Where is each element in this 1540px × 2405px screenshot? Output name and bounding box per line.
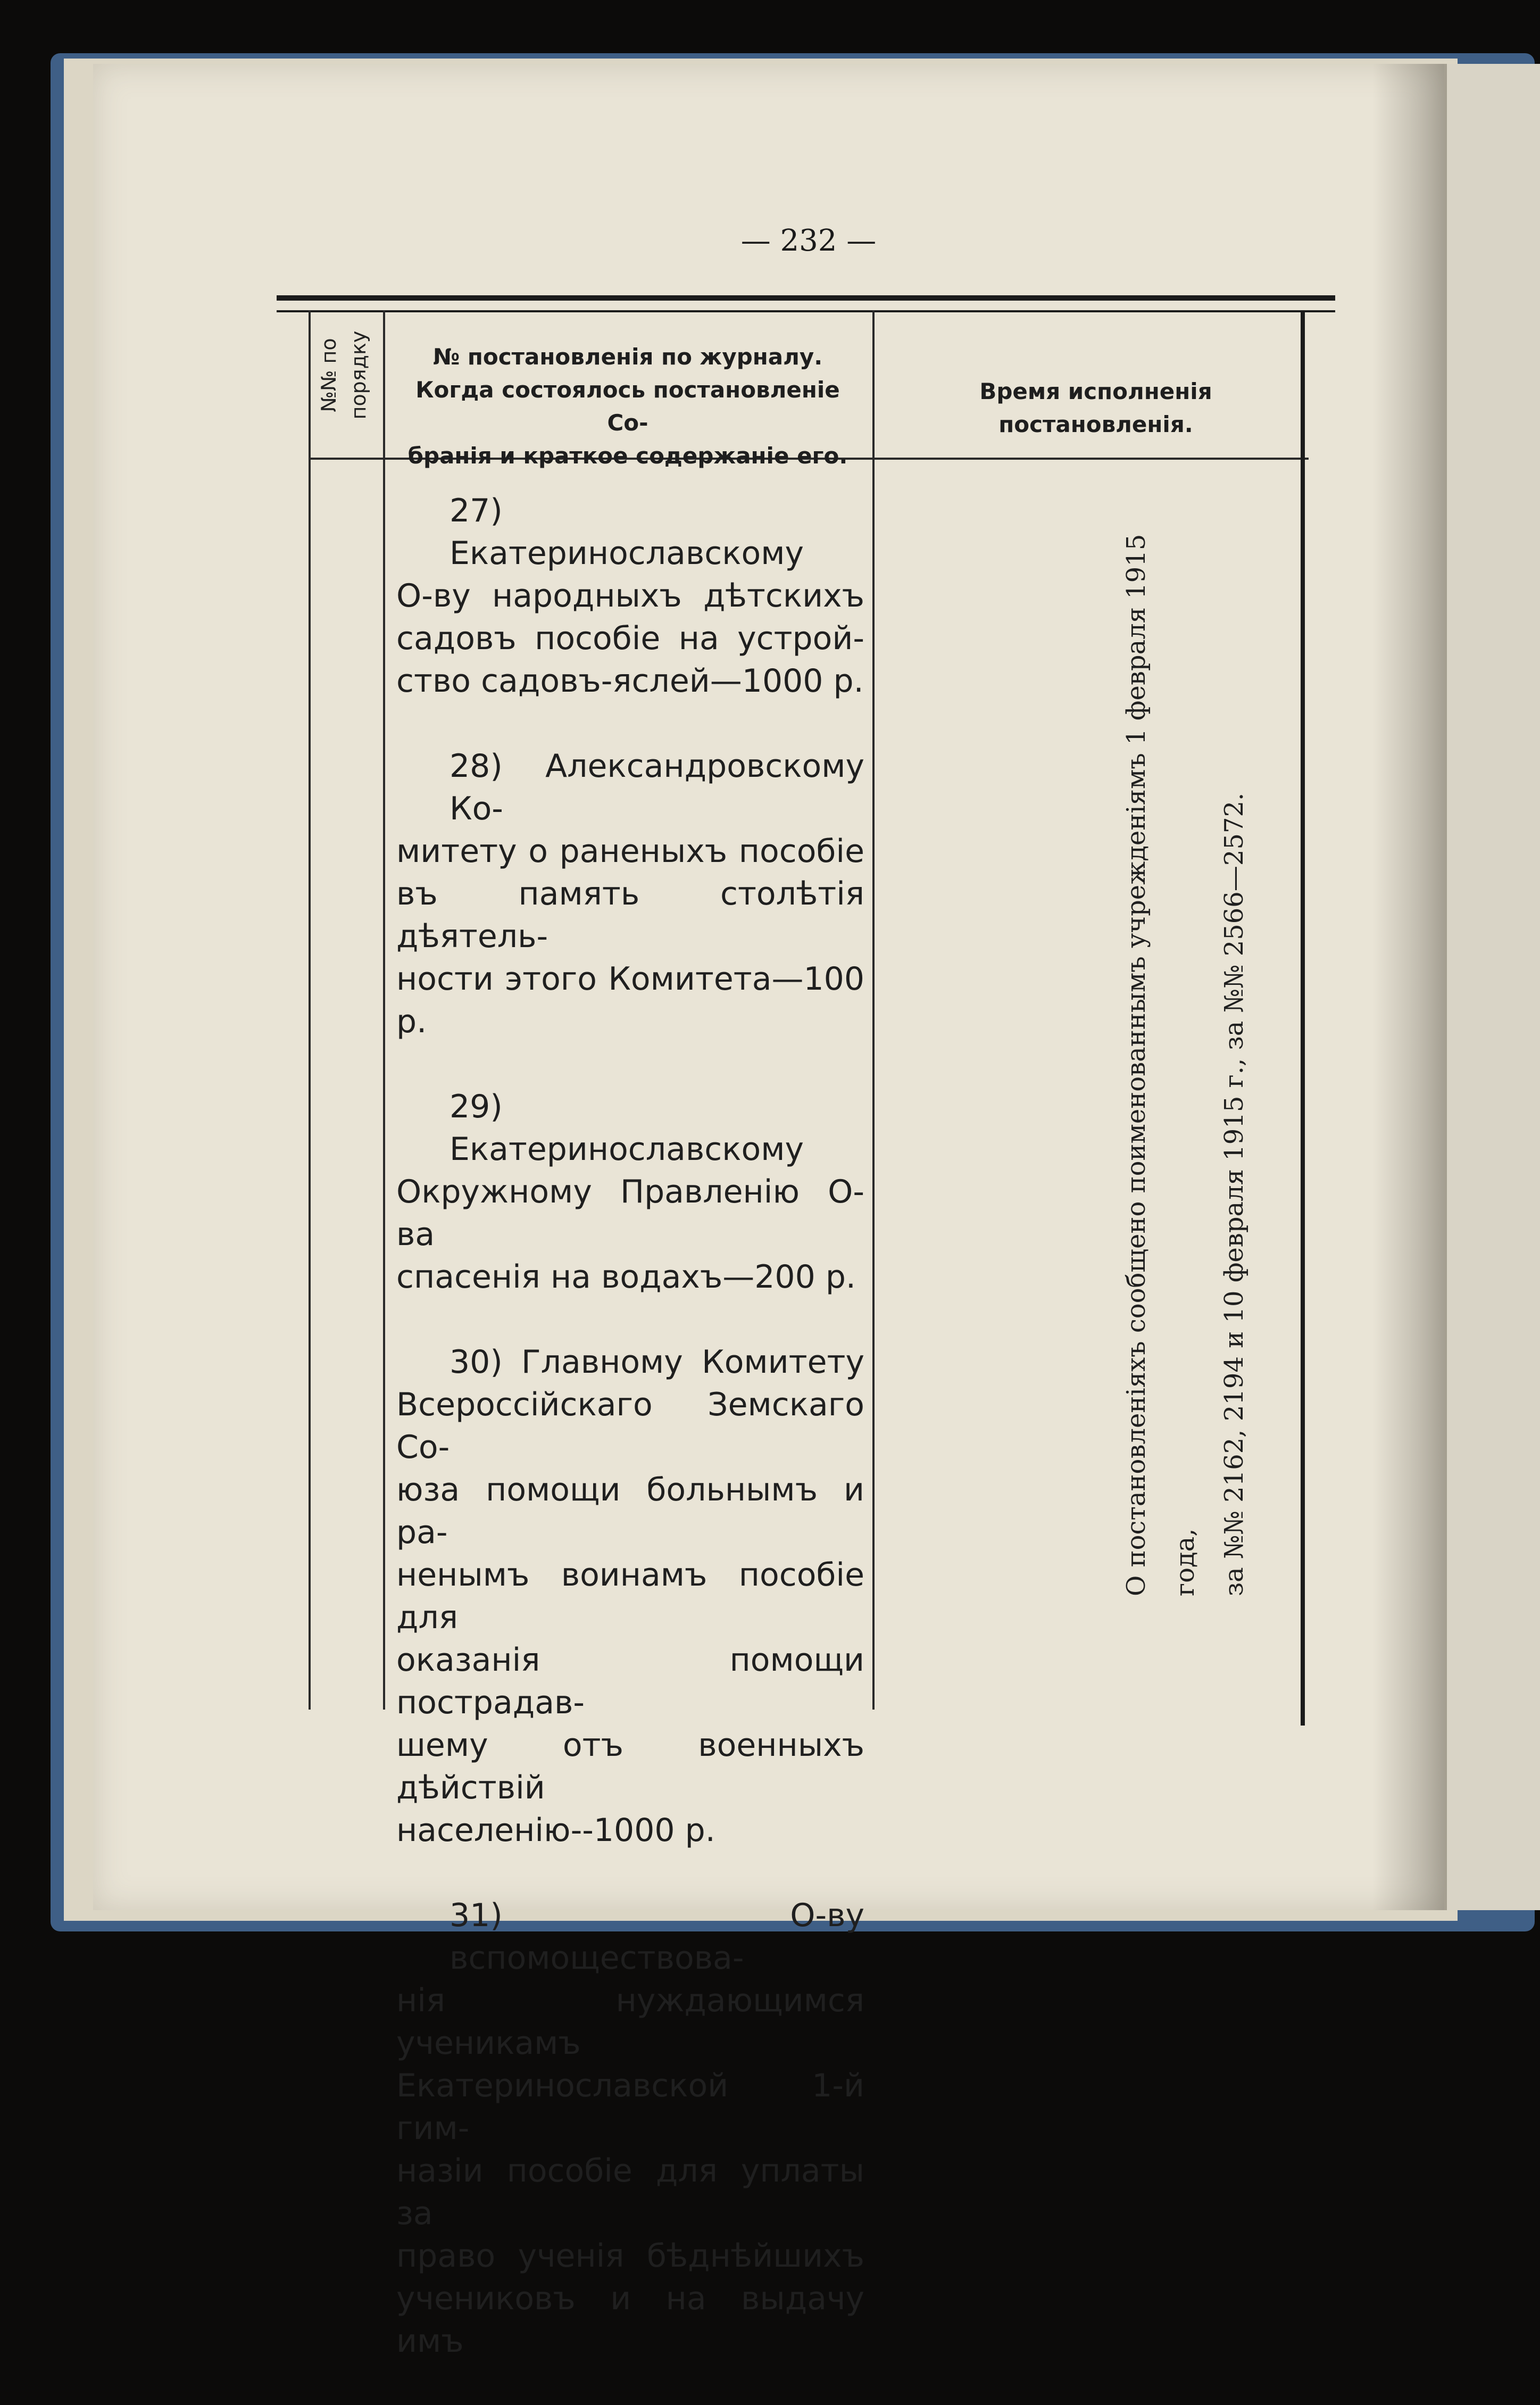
table-col-divider-2 [872,310,875,1710]
facing-page-edge [1447,64,1540,1910]
entry-30: 30) Главному Комитету Всероссійскаго Земскаго Со- юза помощи больнымъ и ра- ненымъ воинамъ пособіе для оказанія помощи пострадав- шему отъ военныхъ дѣйствій населенію--1000 р. [396,1344,864,1849]
table-col-divider-left [309,310,311,1710]
table-col-divider-1 [383,310,385,1710]
execution-note-vertical: О постановленіяхъ сообщено поименованнымъ учрежденіямъ 1 февраля 1915 года, за №№ 2162, 2194 и 10 февраля 1915 г., за №№ 2566—2572. [1121,534,1249,1596]
entry-31: 31) О-ву вспомоществова- нія нуждающимся ученикамъ Екатеринославской 1-й гим- назіи пособіе для уплаты за право ученія бѣднѣйшихъ учениковъ и на выдачу имъ [396,1897,864,2360]
entry-28: 28) Александровскому Ко- митету о раненыхъ пособіе въ память столѣтія дѣятель- ности этого Комитета—100 р. [396,748,864,1040]
page-number: — 232 — [740,223,877,258]
header-col-execution-time: Время исполненія постановленія. [979,378,1212,437]
resolution-entries [396,490,864,2405]
entry-29: 29) Екатеринославскому Окружному Правленію О-ва спасенія на водахъ—200 р. [396,1088,864,1296]
table-top-rule-thin [277,310,1335,312]
header-col-resolution: № постановленія по журналу. Когда состоялось постановленіе Со- бранія и краткое содержаніе его. [407,344,848,469]
header-col-number: №№ по порядку [317,330,370,420]
gutter-shadow [1372,64,1447,1910]
entry-27: 27) Екатеринославскому О-ву народныхъ дѣтскихъ садовъ пособіе на устрой- ство садовъ-яслей—1000 р. [396,492,864,700]
table-col-divider-right [1301,310,1305,1726]
table-top-rule [277,295,1335,301]
